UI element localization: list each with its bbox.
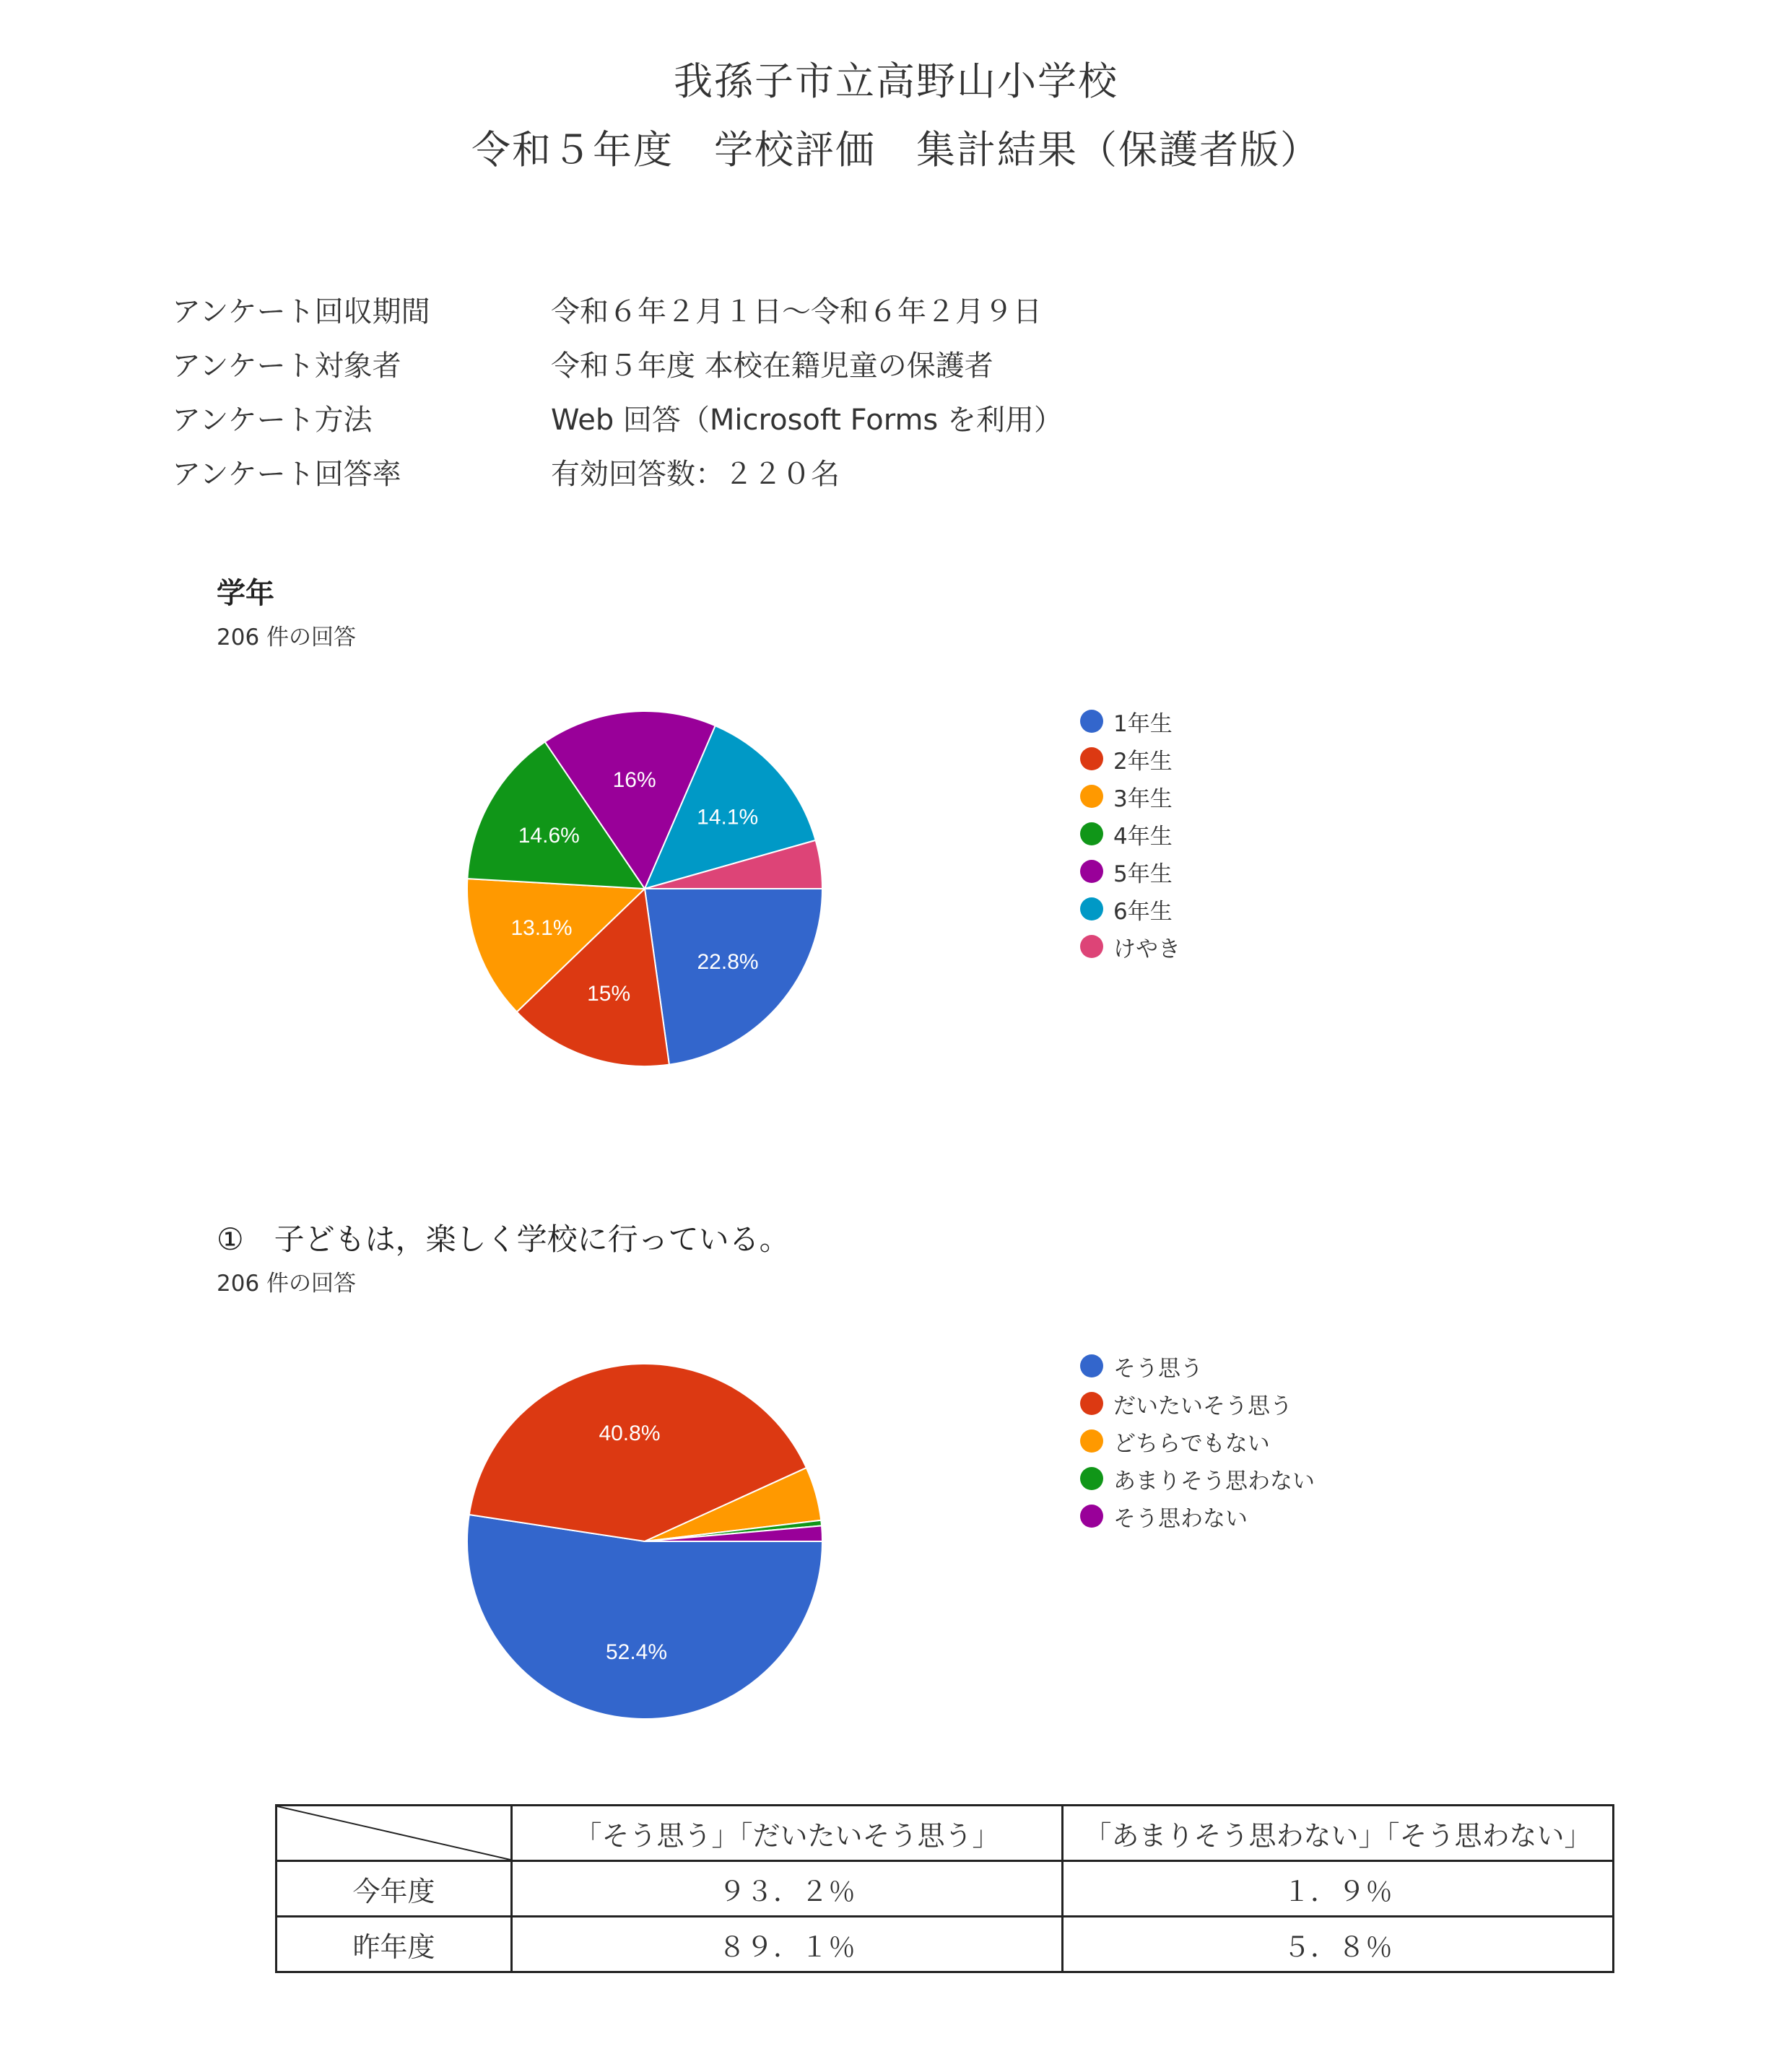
table-header: 「あまりそう思わない」「そう思わない」 [1063,1806,1614,1861]
info-value: Web 回答（Microsoft Forms を利用） [551,404,1063,437]
legend-swatch [1080,1429,1103,1453]
legend-swatch [1080,1392,1103,1415]
pie-data-label: 15% [587,982,631,1006]
chart-1-subtitle: 206 件の回答 [217,624,357,650]
info-value: 令和５年度 本校在籍児童の保護者 [551,349,993,383]
legend-label: あまりそう思わない [1113,1468,1315,1494]
table-header: 「そう思う」「だいたいそう思う」 [512,1806,1063,1861]
legend-label: 3年生 [1113,785,1173,812]
pie-data-label: 22.8% [697,950,759,975]
legend-item [1080,1385,1315,1422]
pie-data-label: 16% [612,768,656,793]
info-value: 有効回答数：２２０名 [551,458,840,491]
pie-data-label: 52.4% [605,1640,668,1665]
legend-label: 2年生 [1113,748,1173,775]
legend-label: 4年生 [1113,823,1173,850]
legend-item [1080,1497,1315,1535]
legend-label: どちらでもない [1113,1430,1270,1457]
table-cell: ９３．２％ [512,1861,1063,1917]
chart-2-title: ① 子どもは，楽しく学校に行っている。 [217,1222,790,1257]
legend-label: だいたいそう思う [1113,1393,1292,1419]
table-row-label: 今年度 [277,1861,512,1917]
table-row [277,1861,1614,1917]
legend-label: 5年生 [1113,861,1173,887]
legend-item [1080,1422,1315,1460]
legend-item [1080,1347,1315,1385]
info-value: 令和６年２月１日～令和６年２月９日 [551,295,1042,328]
legend-label: そう思わない [1113,1505,1248,1532]
chart-1-title: 学年 [217,577,274,610]
chart-2-legend [1080,1347,1315,1535]
legend-swatch [1080,1467,1103,1490]
pie-data-label: 13.1% [510,916,573,941]
page-title-line-1: 我孫子市立高野山小学校 [674,58,1118,104]
info-label: アンケート対象者 [172,349,401,383]
table-cell: ５．８％ [1063,1917,1614,1972]
pie-data-label: 14.1% [697,805,759,830]
legend-swatch [1080,1354,1103,1377]
pie-data-label: 40.8% [599,1421,661,1445]
pie-data-label: 14.6% [518,823,580,848]
legend-label: そう思う [1113,1355,1203,1382]
table-cell: １．９％ [1063,1861,1614,1917]
table-row-label: 昨年度 [277,1917,512,1972]
legend-label: 1年生 [1113,710,1173,737]
legend-item [1080,1460,1315,1497]
chart-2-subtitle: 206 件の回答 [217,1271,357,1297]
table-row [277,1917,1614,1972]
table-corner-cell [277,1806,512,1861]
comparison-table [275,1804,1614,1973]
legend-swatch [1080,1505,1103,1528]
pie-slice-1 [467,1515,822,1719]
legend-label: 6年生 [1113,898,1173,925]
info-label: アンケート回答率 [172,458,401,491]
legend-label: けやき [1113,936,1180,962]
table-header-row [277,1806,1614,1861]
diagonal-line [277,1806,510,1860]
page-title-line-2: 令和５年度 学校評価 集計結果（保護者版） [471,127,1321,173]
info-label: アンケート方法 [172,404,373,437]
info-label: アンケート回収期間 [172,295,430,328]
table-cell: ８９．１％ [512,1917,1063,1972]
